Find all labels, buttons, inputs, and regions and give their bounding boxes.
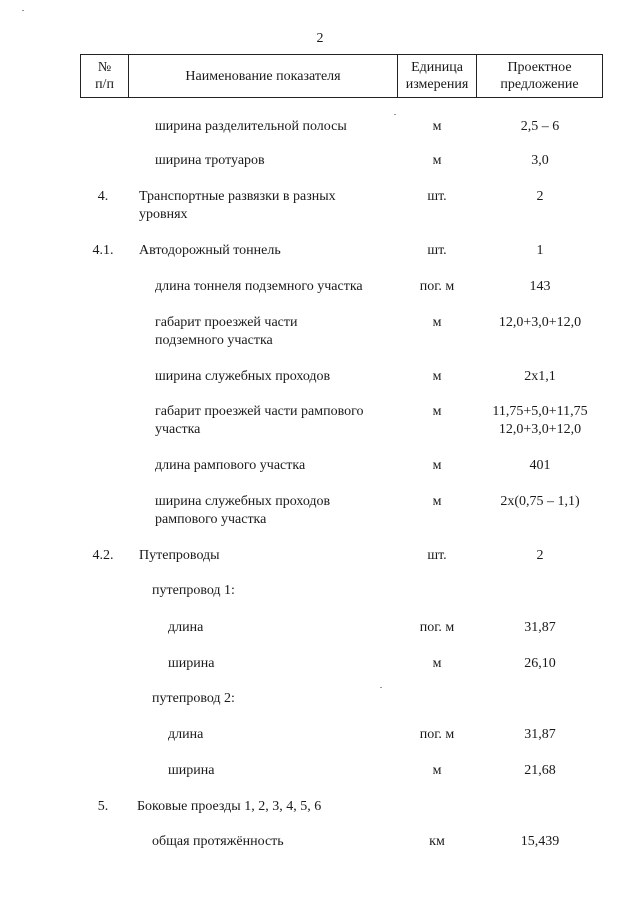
row-name: ширина тротуаров (155, 153, 265, 168)
row-unit: м (432, 763, 442, 778)
row-name: Путепроводы (139, 548, 220, 563)
row-number: 4.1. (92, 243, 114, 258)
row-value: 2 (536, 548, 544, 563)
row-value: 3,0 (531, 153, 549, 168)
row-name: путепровод 1: (152, 583, 235, 598)
row-value: 31,87 (524, 727, 556, 742)
row-value: 2 (536, 189, 544, 204)
row-value: 2,5 – 6 (520, 119, 560, 134)
row-unit: м (432, 153, 442, 168)
row-value: 401 (529, 458, 551, 473)
header-num: № п/п (81, 55, 129, 98)
row-unit: шт. (427, 548, 447, 563)
page-number: 2 (316, 31, 324, 46)
row-number: 4. (97, 189, 109, 204)
row-name: ширина служебных проходов рампового участка (155, 494, 331, 527)
scan-speck (380, 687, 382, 688)
row-name: путепровод 2: (152, 691, 235, 706)
row-value: 12,0+3,0+12,0 (498, 315, 582, 330)
row-unit: км (429, 834, 445, 849)
header-value: Проектное предложение (477, 55, 603, 98)
row-value: 11,75+5,0+11,75 12,0+3,0+12,0 (492, 404, 588, 437)
row-name: Транспортные развязки в разных уровнях (139, 189, 336, 222)
row-name: длина (168, 727, 204, 742)
row-unit: пог. м (419, 620, 455, 635)
row-unit: м (432, 315, 442, 330)
row-name: Автодорожный тоннель (139, 243, 281, 258)
row-unit: м (432, 369, 442, 384)
row-name: габарит проезжей части подземного участка (155, 315, 298, 348)
header-name: Наименование показателя (129, 55, 398, 98)
row-value: 2х1,1 (524, 369, 556, 384)
row-name: ширина (168, 656, 215, 671)
row-name: ширина разделительной полосы (155, 119, 347, 134)
header-unit: Единица измерения (398, 55, 477, 98)
row-value: 26,10 (524, 656, 556, 671)
row-number: 4.2. (92, 548, 114, 563)
row-value: 15,439 (520, 834, 560, 849)
row-name: ширина служебных проходов (155, 369, 331, 384)
row-value: 143 (529, 279, 551, 294)
row-number: 5. (97, 799, 109, 814)
row-unit: м (432, 458, 442, 473)
row-name: габарит проезжей части рампового участка (155, 404, 364, 437)
row-unit: м (432, 494, 442, 509)
row-value: 31,87 (524, 620, 556, 635)
row-value: 2х(0,75 – 1,1) (500, 494, 580, 509)
row-value: 21,68 (524, 763, 556, 778)
scan-speck (394, 114, 396, 115)
row-value: 1 (536, 243, 544, 258)
row-unit: пог. м (419, 727, 455, 742)
row-name: длина (168, 620, 204, 635)
row-name: длина тоннеля подземного участка (155, 279, 363, 294)
scan-speck (22, 10, 24, 11)
row-unit: м (432, 656, 442, 671)
row-name: ширина (168, 763, 215, 778)
row-unit: шт. (427, 189, 447, 204)
row-unit: м (432, 404, 442, 419)
row-name: общая протяжённость (152, 834, 284, 849)
row-unit: шт. (427, 243, 447, 258)
row-name: Боковые проезды 1, 2, 3, 4, 5, 6 (137, 799, 322, 814)
row-unit: м (432, 119, 442, 134)
row-unit: пог. м (419, 279, 455, 294)
row-name: длина рампового участка (155, 458, 306, 473)
